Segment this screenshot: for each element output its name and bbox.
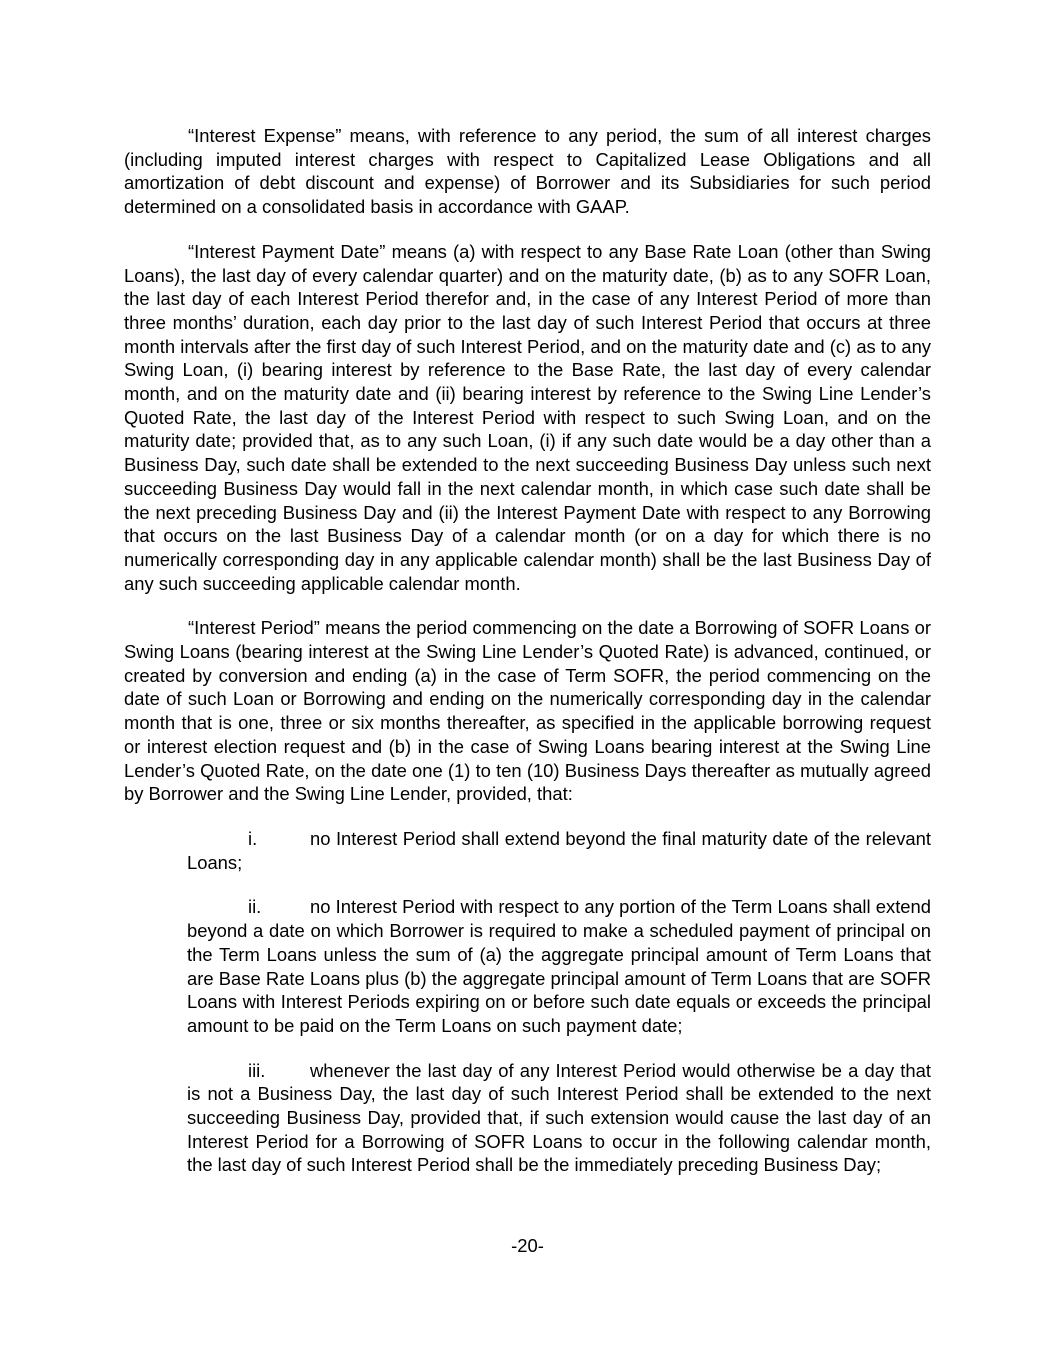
defined-term: “Interest Payment Date” [188, 240, 386, 262]
definition-text: means (a) with respect to any Base Rate Loan (other than Swing Loans), the last day of every calendar quarter) and on the maturity date, (b) as to any SOFR Loan, the last day of each Interest Period therefor and, in the case of any Interest Period of more than three months’ duration, each day prior to the last day of such Interest Period that occurs at three month intervals after the first day of such Interest Period, and on the maturity date and (c) as to any Swing Loan, (i) bearing interest by reference to the Base Rate, the last day of every calendar month, and on the maturity date and (ii) bearing interest by reference to the Swing Line Lender’s Quoted Rate, the last day of the Interest Period with respect to such Swing Loan, and on the maturity date; provided that, as to any such Loan, (i) if any such date would be a day other than a Business Day, such date shall be extended to the next succeeding Business Day unless such next succeeding Business Day would fall in the next calendar month, in which case such date shall be the next preceding Business Day and (ii) the Interest Payment Date with respect to any Borrowing that occurs on the last Business Day of a calendar month (or on a day for which there is no numerically corresponding day in any applicable calendar month) shall be the last Business Day of any such succeeding applicable calendar month. [124, 240, 931, 594]
defined-term: “Interest Expense” [188, 125, 342, 146]
definition-text: means the period commencing on the date a Borrowing of SOFR Loans or Swing Loans (bearing interest at the Swing Line Lender’s Quoted Rate) is advanced, continued, or created by conversion and ending (a) in the case of Term SOFR, the period commencing on the date of such Loan or Borrowing and ending on the numerically corresponding day in the calendar month that is one, three or six months thereafter, as specified in the applicable borrowing request or interest election request and (b) in the case of Swing Loans bearing interest at the Swing Line Lender’s Quoted Rate, on the date one (1) to ten (10) Business Days thereafter as mutually agreed by Borrower and the Swing Line Lender, provided, that: [124, 617, 931, 805]
clause-text: whenever the last day of any Interest Period would otherwise be a day that is not a Business Day, the last day of such Interest Period shall be extended to the next succeeding Business Day, provided that, if such extension would cause the last day of an Interest Period for a Borrowing of SOFR Loans to occur in the following calendar month, the last day of such Interest Period shall be the immediately preceding Business Day; [187, 1059, 931, 1176]
clause-text: no Interest Period with respect to any portion of the Term Loans shall extend beyond a date on which Borrower is required to make a scheduled payment of principal on the Term Loans unless the sum of (a) the aggregate principal amount of Term Loans that are Base Rate Loans plus (b) the aggregate principal amount of Term Loans that are SOFR Loans with Interest Periods expiring on or before such date equals or exceeds the principal amount to be paid on the Term Loans on such payment date; [187, 896, 931, 1036]
clause-number: iii. [248, 1059, 266, 1081]
page-number: -20- [511, 1235, 544, 1256]
clause-number: i. [248, 827, 258, 849]
definition-interest-expense [124, 124, 931, 219]
clause-number: ii. [248, 896, 262, 918]
definition-interest-payment-date [124, 240, 931, 596]
document-page [124, 124, 931, 1198]
definition-interest-period [124, 616, 931, 806]
definition-text: means, with reference to any period, the sum of all interest charges (including imputed interest charges with respect to Capitalized Lease Obligations and all amortization of debt discount and expense) of Borrower and its Subsidiaries for such period determined on a consolidated basis in accordance with GAAP. [124, 125, 931, 218]
defined-term: “Interest Period” [188, 617, 320, 639]
clause-iii [187, 1059, 931, 1178]
clause-i [187, 827, 931, 874]
clause-text: no Interest Period shall extend beyond the final maturity date of the relevant Loans; [187, 827, 931, 873]
clause-ii [187, 895, 931, 1037]
